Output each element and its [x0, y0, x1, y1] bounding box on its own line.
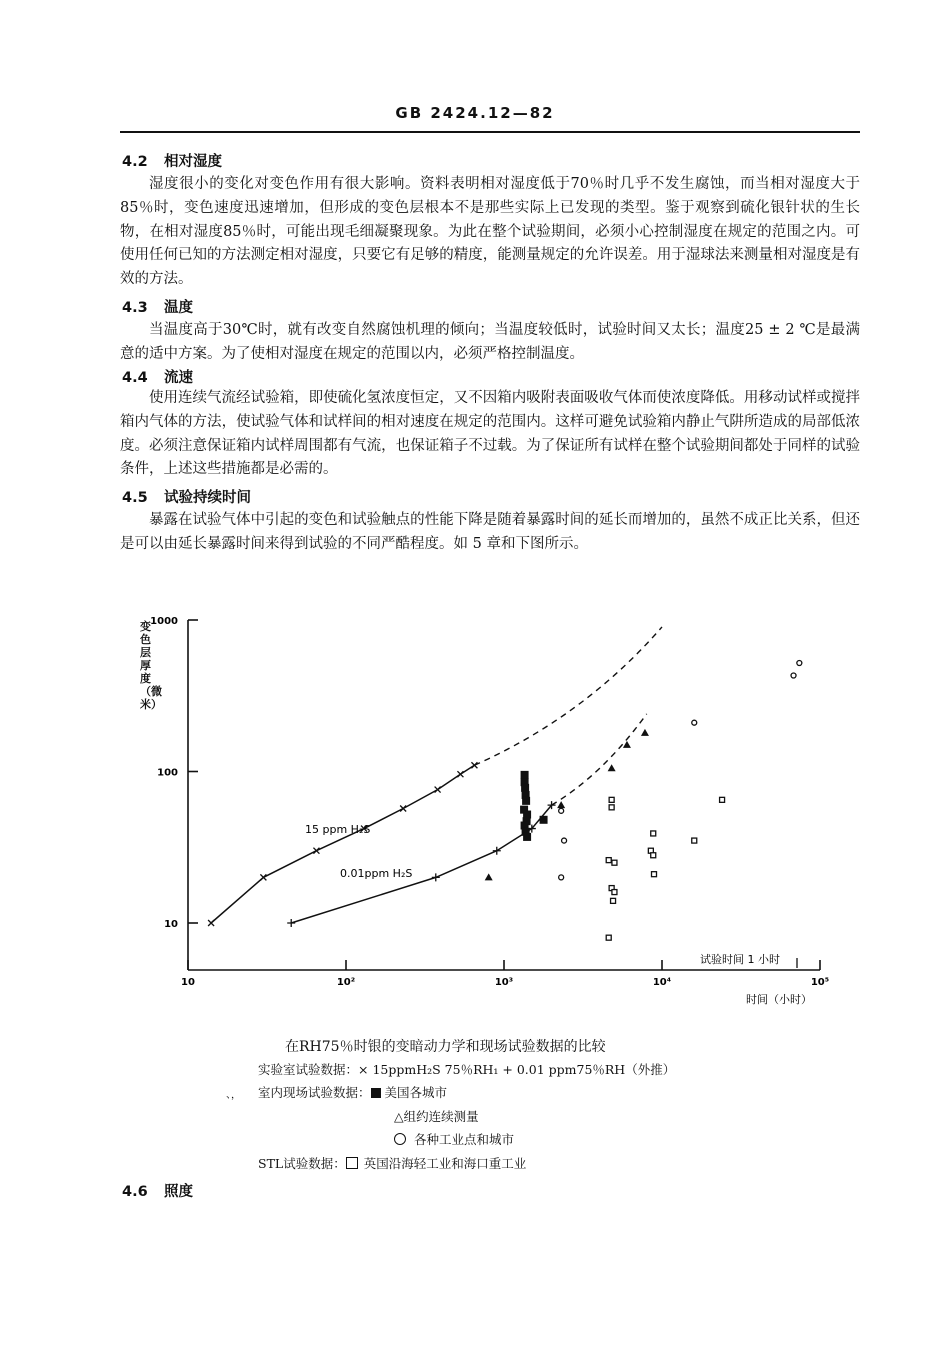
square-icon: [346, 1157, 358, 1169]
x-tick-label: 10: [181, 977, 195, 988]
legend-indoor: [258, 1083, 447, 1101]
data-point-s5-7: [606, 935, 611, 940]
data-point-s3-1: [557, 801, 565, 808]
data-point-s5-3: [612, 860, 617, 865]
data-point-s2-11: [540, 816, 548, 824]
section-title-4-6: [122, 1180, 193, 1201]
data-point-s5-11: [652, 872, 657, 877]
section-body-4-3: 当温度高于30℃时，就有改变自然腐蚀机理的倾向；当温度较低时，试验时间又太长；温度25 ± 2 ℃是最满意的适中方案。为了使相对湿度在规定的范围以内，必须严格控制温度。: [120, 322, 860, 362]
legend-indoor-2: 组约连续测量: [403, 1109, 479, 1124]
curve-15ppm-solid: [211, 765, 474, 923]
chart-tick-labels: [150, 616, 829, 988]
stray-mark: 、，: [226, 1090, 241, 1101]
data-point-s5-0: [609, 797, 614, 802]
legend-lab-prefix: 实验室试验数据：: [258, 1062, 359, 1077]
legend-stl-1: 英国沿海轻工业和海口重工业: [363, 1156, 527, 1171]
section-number: 4.5: [122, 490, 148, 506]
section-heading: 流速: [164, 369, 193, 386]
data-point-s5-12: [692, 838, 697, 843]
chart-curves: [211, 627, 662, 923]
y-tick-label: 10: [164, 919, 178, 930]
section-heading: 相对湿度: [164, 153, 222, 170]
legend-indoor-prefix: 室内现场试验数据：: [258, 1085, 371, 1100]
section-number: 4.4: [122, 370, 148, 386]
x-tick-label: 10²: [336, 977, 356, 988]
data-point-s4-1: [562, 838, 567, 843]
data-point-s4-3: [692, 720, 697, 725]
document-code: GB 2424.12—82: [395, 104, 555, 122]
x-tick-label: 10³: [494, 977, 514, 988]
series-label-15ppm: 15 ppm H₂S: [305, 823, 371, 836]
chart-marks: [208, 661, 802, 941]
legend-stl-prefix: STL试验数据：: [258, 1156, 346, 1171]
data-point-s3-0: [485, 873, 493, 880]
x-tick-label: 10⁵: [810, 977, 830, 988]
data-point-s3-4: [641, 729, 649, 736]
section-body-4-2: 湿度很小的变化对变色作用有很大影响。资料表明相对湿度低于70％时几乎不发生腐蚀，而当相对湿度大于85％时，变色速度迅速增加，但形成的变色层根本不是那些实际上已发现的类型。鉴于观察到硫化银针状的生长物，在相对湿度85％时，可能出现毛细凝聚现象。为此在整个试验期间，必须小心控制湿度在规定的范围之内。可使用任何已知的方法测定相对湿度，只要它有足够的精度，能测量规定的允许误差。用于湿球法来测量相对湿度是有效的方法。: [120, 176, 860, 288]
data-point-s4-4: [791, 673, 796, 678]
data-point-s2-10: [523, 833, 531, 841]
filled-square-icon: [371, 1088, 381, 1098]
data-point-s4-0: [559, 808, 564, 813]
data-point-s5-2: [606, 858, 611, 863]
data-point-s0-1: [260, 874, 266, 880]
legend-lab-text: × 15ppmH₂S 75％RH₁ + 0.01 ppm75％RH（外推）: [358, 1062, 676, 1077]
annotation-test-time: 试验时间 1 小时: [700, 953, 780, 966]
data-point-s5-1: [609, 805, 614, 810]
data-point-s5-5: [612, 890, 617, 895]
data-point-s5-6: [611, 898, 616, 903]
data-point-s4-2: [559, 875, 564, 880]
data-point-s2-4: [522, 797, 530, 805]
series-label-001ppm: 0.01ppm H₂S: [340, 867, 413, 880]
legend-indoor-1: 美国各城市: [384, 1085, 448, 1100]
section-heading: 温度: [164, 299, 193, 316]
data-point-s1-0: [287, 919, 295, 927]
data-point-s0-0: [208, 920, 214, 926]
data-point-s3-3: [623, 741, 631, 748]
legend-indoor-3: 各种工业点和城市: [414, 1132, 515, 1147]
data-point-s0-7: [471, 762, 477, 768]
curve-001ppm-dashed: [552, 714, 647, 805]
data-point-s0-4: [400, 805, 406, 811]
y-tick-label: 1000: [150, 616, 178, 627]
data-point-s5-8: [651, 831, 656, 836]
section-number: 4.3: [122, 300, 148, 316]
section-body-4-4: 使用连续气流经试验箱，即使硫化氢浓度恒定，又不因箱内吸附表面吸收气体而使浓度降低。用移动试样或搅拌箱内气体的方法，使试验气体和试样间的相对速度在规定的范围内。这样可避免试验箱内静止气阱所造成的局部低浓度。必须注意保证箱内试样周围都有气流，也保证箱子不过载。为了保证所有试样在整个试验期间都处于同样的试验条件，上述这些措施都是必需的。: [120, 390, 860, 478]
legend-lab: [258, 1060, 675, 1078]
x-axis-label: 时间（小时）: [746, 993, 812, 1006]
chart-axes: [188, 620, 820, 970]
section-number: 4.6: [122, 1184, 148, 1200]
data-point-s0-5: [435, 787, 441, 793]
y-tick-label: 100: [157, 767, 178, 779]
data-point-s3-2: [608, 764, 616, 771]
section-heading: 试验持续时间: [164, 489, 251, 506]
curve-15ppm-dashed: [474, 627, 662, 765]
data-point-s1-1: [432, 873, 440, 881]
data-point-s5-13: [720, 797, 725, 802]
chart-caption: 在RH75％时银的变暗动力学和现场试验数据的比较: [285, 1039, 606, 1055]
data-point-s5-10: [651, 853, 656, 858]
data-point-s1-2: [493, 847, 501, 855]
legend-stl: [258, 1154, 526, 1172]
x-tick-label: 10⁴: [652, 977, 672, 988]
data-point-s2-0: [521, 771, 529, 779]
circle-icon: [394, 1133, 406, 1145]
y-axis-label: 变色层厚度（微米）: [140, 620, 162, 711]
triangle-icon: △: [394, 1109, 404, 1124]
legend-circle-row: [394, 1130, 514, 1148]
section-number: 4.2: [122, 154, 148, 170]
data-point-s4-5: [797, 661, 802, 666]
data-point-s2-2: [521, 784, 529, 792]
data-point-s0-2: [313, 848, 319, 854]
section-heading: 照度: [164, 1183, 193, 1200]
legend-triangle-row: [394, 1107, 479, 1125]
data-point-s0-6: [457, 771, 463, 777]
section-body-4-5: 暴露在试验气体中引起的变色和试验触点的性能下降是随着暴露时间的延长而增加的，虽然不成正比关系，但还是可以由延长暴露时间来得到试验的不同严酷程度。如 5 章和下图所示。: [120, 512, 860, 552]
